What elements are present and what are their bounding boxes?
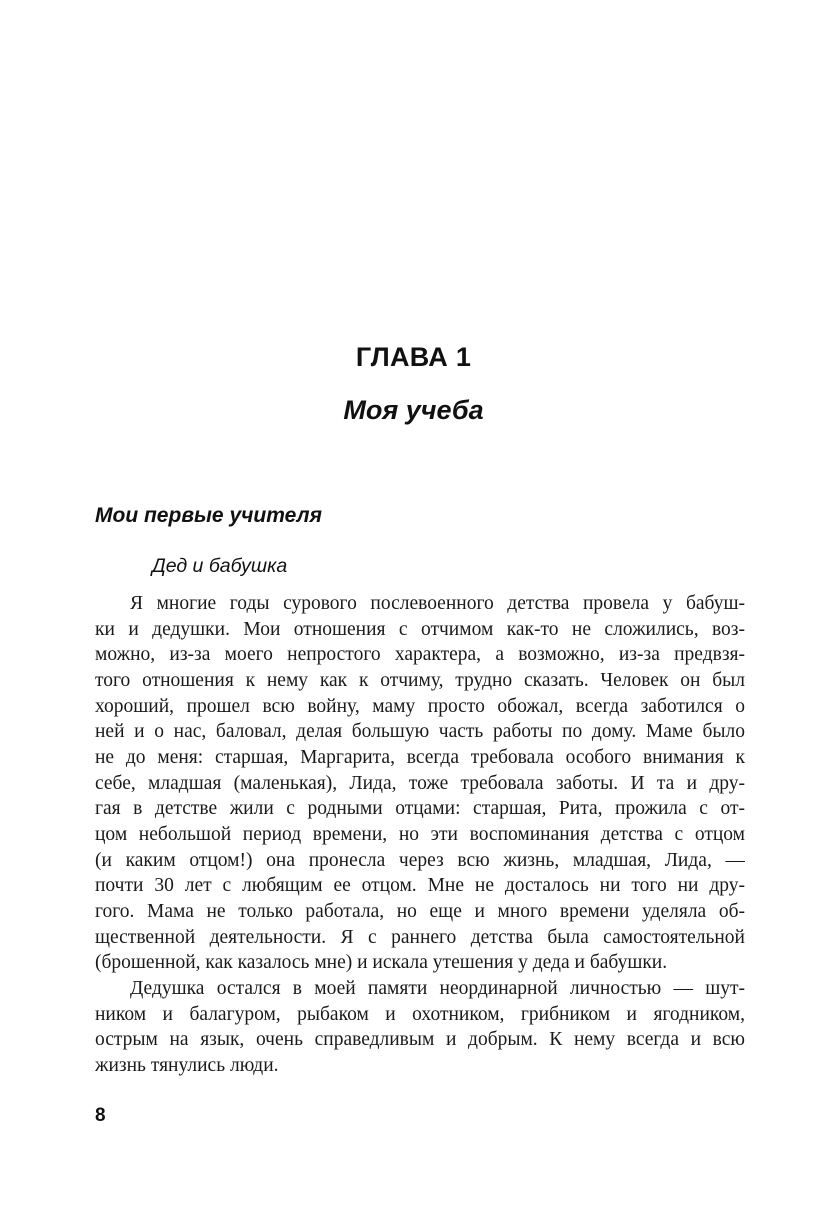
text-line: того отношения к нему как к отчиму, трудно сказать. Человек он был bbox=[95, 669, 745, 691]
text-line: (и каким отцом!) она пронесла через всю жизнь, младшая, Лида, — bbox=[95, 849, 745, 871]
chapter-label: ГЛАВА 1 bbox=[355, 342, 472, 372]
text-line: гого. Мама не только работала, но еще и много времени уделяла об- bbox=[95, 900, 745, 922]
text-line: ки и дедушки. Мои отношения с отчимом как-то не сложились, воз- bbox=[95, 618, 745, 640]
text-line: ником и балагуром, рыбаком и охотником, грибником и ягодником, bbox=[95, 1003, 745, 1025]
text-line: себе, младшая (маленькая), Лида, тоже требовала заботы. И та и дру- bbox=[95, 772, 745, 794]
text-line: Дедушка остался в моей памяти неординарной личностью — шут- bbox=[130, 977, 745, 999]
body-text bbox=[95, 591, 745, 1078]
text-line: Я многие годы сурового послевоенного детства провела у бабуш- bbox=[130, 593, 745, 614]
text-line: цом небольшой период времени, но эти воспоминания детства с отцом bbox=[95, 823, 745, 845]
text-line: не до меня: старшая, Маргарита, всегда требовала особого внимания к bbox=[95, 746, 745, 768]
chapter-title: Моя учеба bbox=[343, 395, 484, 425]
text-line: можно, из-за моего непростого характера, а возможно, из-за предвзя- bbox=[95, 644, 745, 666]
text-line: щественной деятельности. Я с раннего детства была самостоятельной bbox=[95, 926, 745, 948]
text-line: гая в детстве жили с родными отцами: старшая, Рита, прожила с от- bbox=[95, 798, 745, 820]
section-subtitle: Дед и бабушка bbox=[152, 555, 288, 577]
paragraph-2 bbox=[95, 976, 745, 1079]
text-line: ней и о нас, баловал, делая большую часть работы по дому. Маме было bbox=[95, 721, 745, 743]
section-title: Мои первые учителя bbox=[95, 504, 322, 527]
text-line: хороший, прошел всю войну, маму просто обожал, всегда заботился о bbox=[95, 695, 745, 717]
text-line: почти 30 лет с любящим ее отцом. Мне не досталось ни того ни дру- bbox=[95, 875, 745, 897]
text-line: жизнь тянулись люди. bbox=[95, 1054, 279, 1076]
text-line: острым на язык, очень справедливым и добрым. К нему всегда и всю bbox=[95, 1029, 745, 1051]
page-number: 8 bbox=[95, 1105, 106, 1126]
text-line: (брошенной, как казалось мне) и искала утешения у деда и бабушки. bbox=[95, 952, 668, 974]
paragraph-1 bbox=[95, 591, 745, 976]
